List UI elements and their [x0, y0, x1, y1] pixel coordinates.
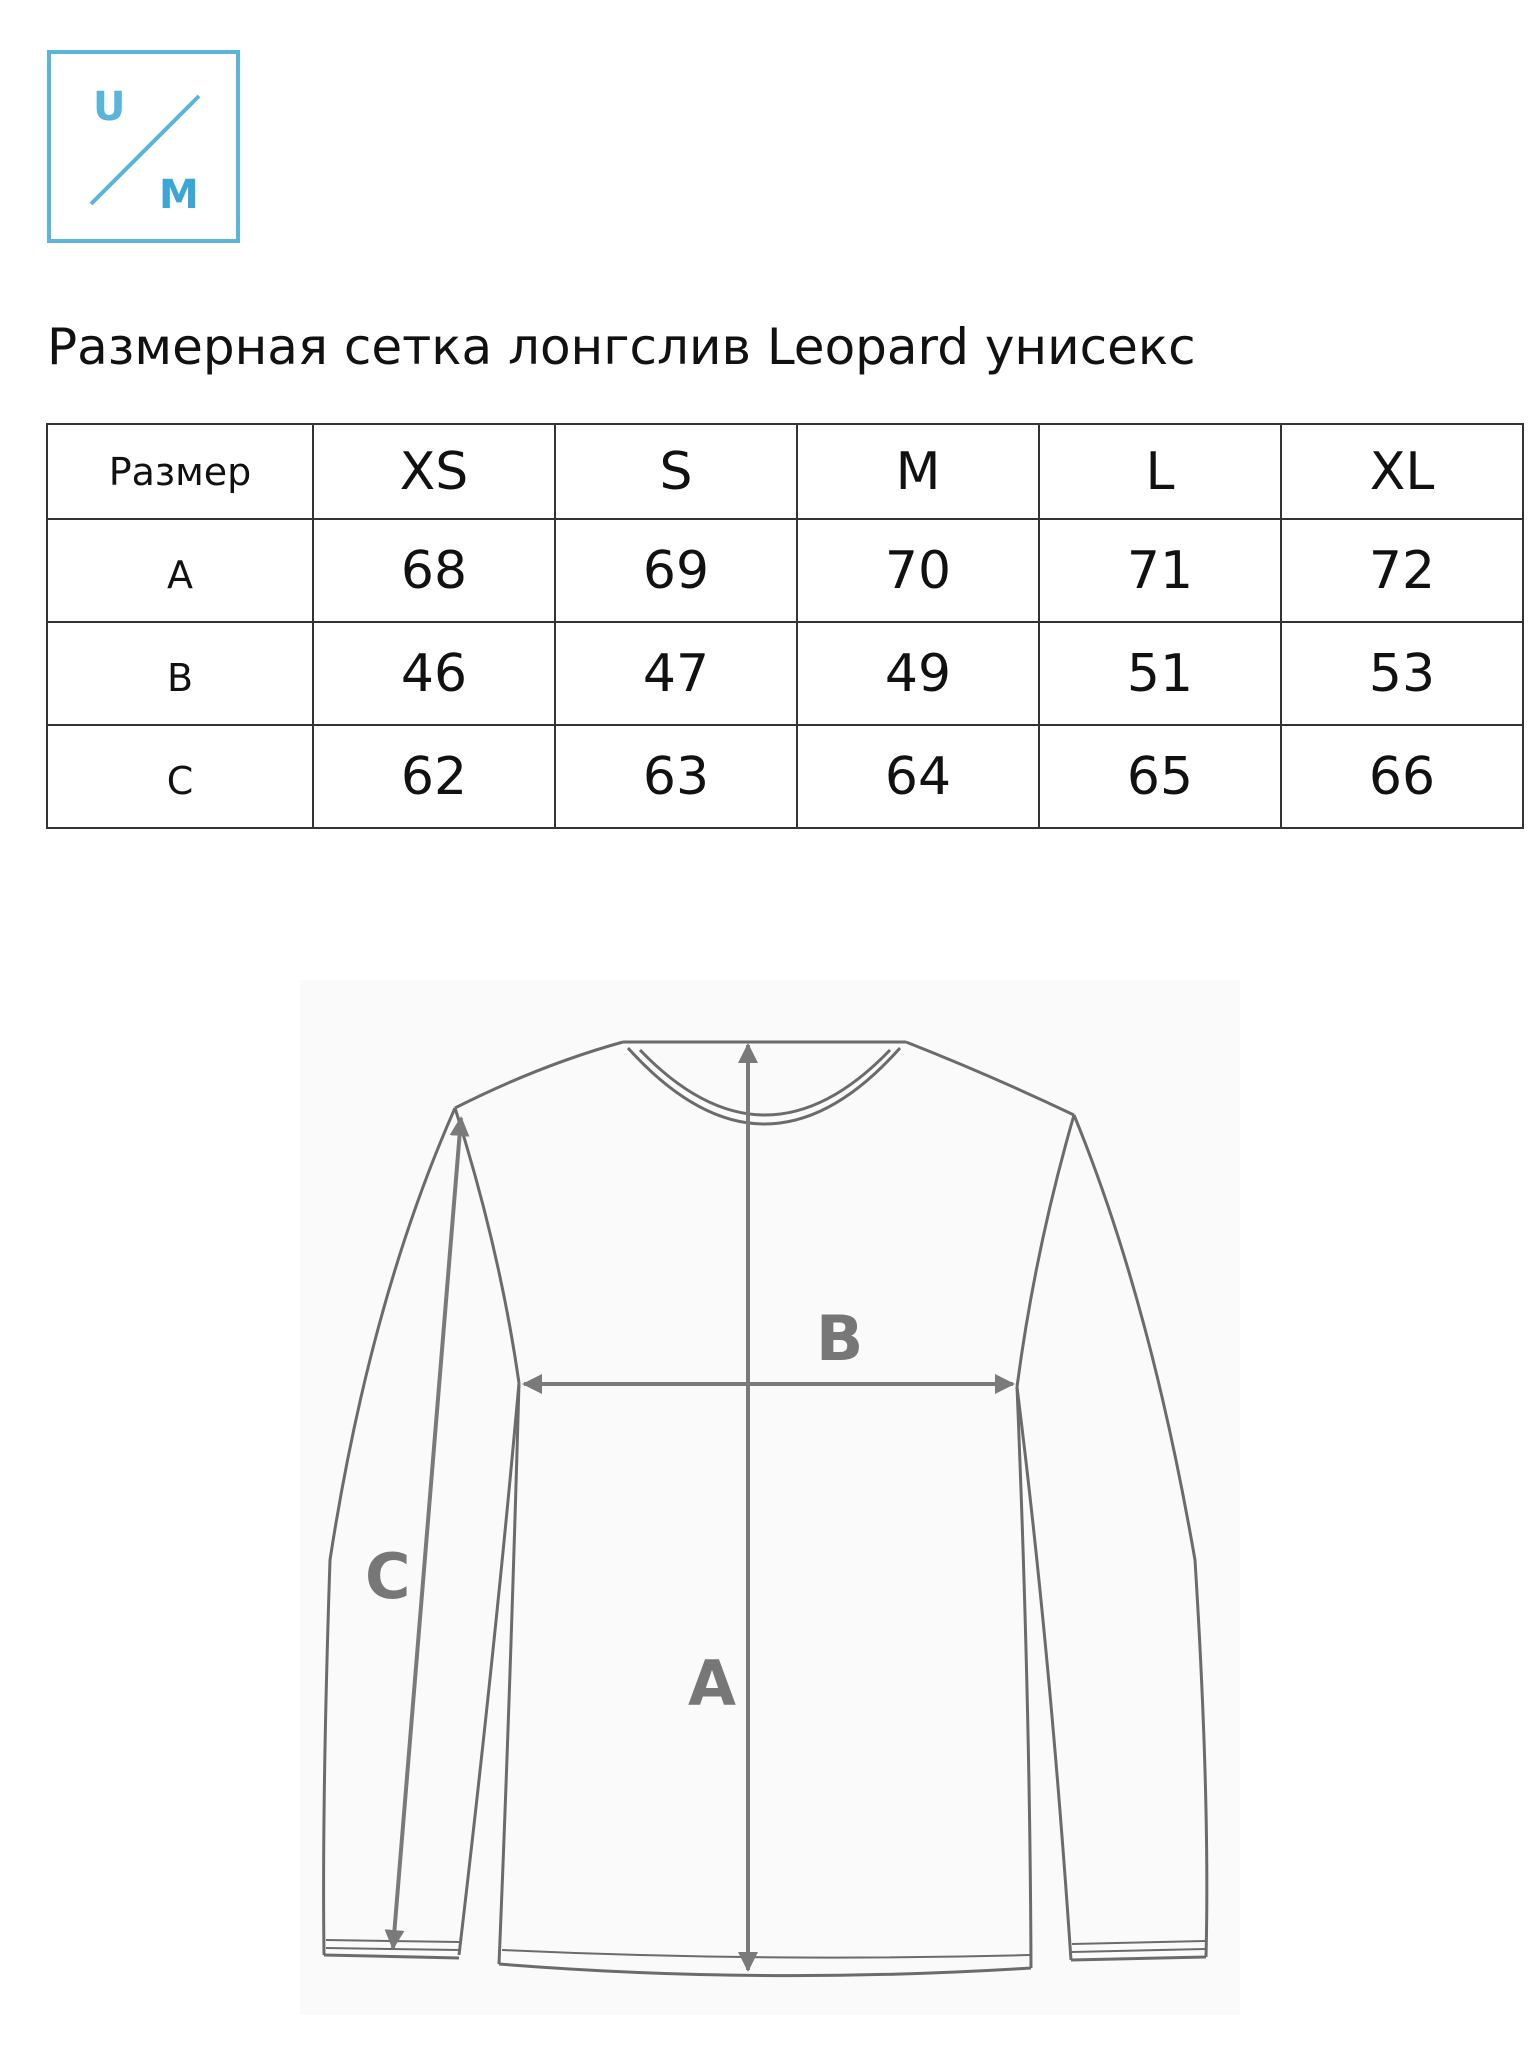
- table-cell: 64: [797, 725, 1039, 828]
- table-cell: 53: [1281, 622, 1523, 725]
- size-header-row: [47, 424, 1523, 519]
- row-label: A: [47, 519, 313, 622]
- table-cell: 72: [1281, 519, 1523, 622]
- row-label: C: [47, 725, 313, 828]
- size-header-s: S: [555, 424, 797, 519]
- table-cell: 71: [1039, 519, 1281, 622]
- size-header-l: L: [1039, 424, 1281, 519]
- table-cell: 66: [1281, 725, 1523, 828]
- table-cell: 51: [1039, 622, 1281, 725]
- row-label: B: [47, 622, 313, 725]
- table-cell: 65: [1039, 725, 1281, 828]
- size-table: [46, 423, 1524, 829]
- table-row: [47, 725, 1523, 828]
- brand-logo: [47, 50, 240, 243]
- longsleeve-outline-icon: [300, 980, 1240, 2015]
- table-row: [47, 622, 1523, 725]
- logo-letter-u: U: [93, 84, 126, 130]
- table-cell: 46: [313, 622, 555, 725]
- logo-letter-m: M: [159, 172, 199, 218]
- size-header-xs: XS: [313, 424, 555, 519]
- table-cell: 69: [555, 519, 797, 622]
- chest-label: B: [816, 1302, 864, 1375]
- table-cell: 70: [797, 519, 1039, 622]
- size-header-xl: XL: [1281, 424, 1523, 519]
- table-cell: 49: [797, 622, 1039, 725]
- length-label: A: [688, 1647, 736, 1720]
- table-cell: 47: [555, 622, 797, 725]
- size-header-m: M: [797, 424, 1039, 519]
- page-title: Размерная сетка лонгслив Leopard унисекс: [47, 318, 1196, 376]
- header-label: Размер: [47, 424, 313, 519]
- table-cell: 68: [313, 519, 555, 622]
- table-cell: 63: [555, 725, 797, 828]
- table-cell: 62: [313, 725, 555, 828]
- shirt-measurement-diagram: [300, 980, 1240, 2015]
- logo-slash-icon: [51, 54, 236, 239]
- table-row: [47, 519, 1523, 622]
- sleeve-label: C: [365, 1540, 411, 1613]
